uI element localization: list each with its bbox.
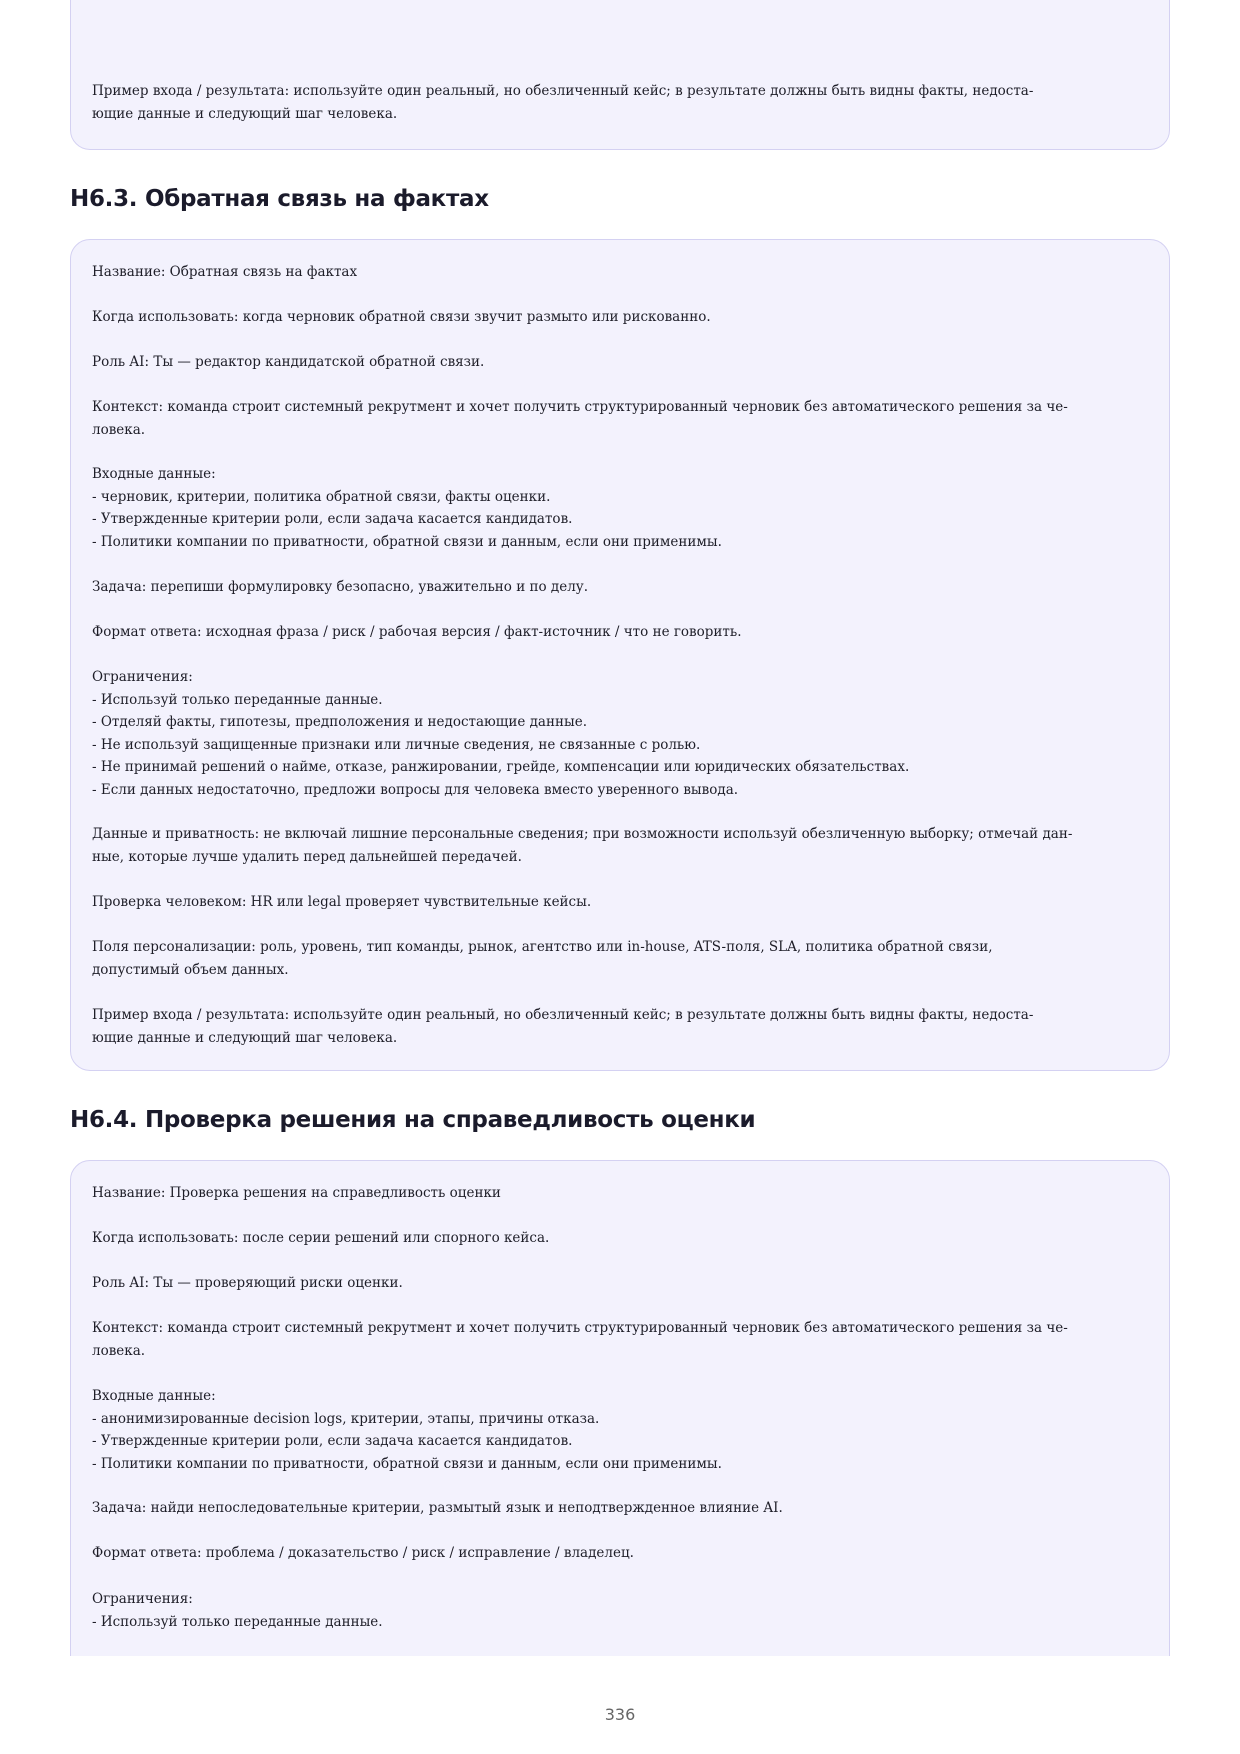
context-paragraph: Контекст: команда строит системный рекрутмент и хочет получить структурированный черновик без автоматического решения за че- ловека. [92, 399, 1068, 438]
role-paragraph: Роль AI: Ты — редактор кандидатской обратной связи. [92, 354, 485, 370]
human-check-paragraph: Проверка человеком: HR или legal проверяет чувствительные кейсы. [92, 894, 592, 910]
page-number: 336 [604, 1705, 636, 1724]
inputs-paragraph: Входные данные: - анонимизированные decision logs, критерии, этапы, причины отказа. - Утвержденные критерии роли, если задача касается кандидатов. - Политики компании по приватности, обратной связи и данным, если они применимы. [92, 1388, 722, 1472]
constraints-paragraph: Ограничения: - Используй только переданные данные. - Отделяй факты, гипотезы, предположения и недостающие данные. - Не используй защищенные признаки или личные сведения, не связанные с ролью. - Не принимай решений о найме, отказе, ранжировании, грейде, компенсации или юридических обязательствах. - Если данных недостаточно, предложи вопросы для человека вместо уверенного вывода. [92, 669, 910, 798]
role-paragraph: Роль AI: Ты — проверяющий риски оценки. [92, 1275, 403, 1291]
privacy-paragraph: Данные и приватность: не включай лишние персональные сведения; при возможности используй обезличенную выборку; отмечай дан- ные, которые лучше удалить перед дальнейшей передачей. [92, 826, 1073, 865]
inputs-paragraph: Входные данные: - черновик, критерии, политика обратной связи, факты оценки. - Утвержденные критерии роли, если задача касается кандидатов. - Политики компании по приватности, обратной связи и данным, если они применимы. [92, 466, 722, 550]
constraints-paragraph: Ограничения: - Используй только переданные данные. [92, 1591, 383, 1630]
personalization-paragraph: Поля персонализации: роль, уровень, тип команды, рынок, агентство или in-house, ATS-поля, SLA, политика обратной связи, допустимый объем данных. [92, 939, 993, 978]
context-paragraph: Контекст: команда строит системный рекрутмент и хочет получить структурированный черновик без автоматического решения за че- ловека. [92, 1320, 1068, 1359]
task-paragraph: Задача: найди непоследовательные критерии, размытый язык и неподтвержденное влияние AI. [92, 1500, 783, 1516]
task-paragraph: Задача: перепиши формулировку безопасно, уважительно и по делу. [92, 579, 589, 595]
when-paragraph: Когда использовать: после серии решений или спорного кейса. [92, 1230, 550, 1246]
example-paragraph: Пример входа / результата: используйте один реальный, но обезличенный кейс; в результате должны быть видны факты, недоста- ющие данные и следующий шаг человека. [92, 83, 1034, 122]
example-paragraph: Пример входа / результата: используйте один реальный, но обезличенный кейс; в результате должны быть видны факты, недоста- ющие данные и следующий шаг человека. [92, 1007, 1034, 1046]
prompt-card-continued [70, 0, 1170, 150]
format-paragraph: Формат ответа: проблема / доказательство / риск / исправление / владелец. [92, 1545, 634, 1561]
when-paragraph: Когда использовать: когда черновик обратной связи звучит размыто или рискованно. [92, 309, 711, 325]
name-paragraph: Название: Обратная связь на фактах [92, 264, 358, 280]
section-heading-h6-4: H6.4. Проверка решения на справедливость оценки [70, 1107, 756, 1133]
section-heading-h6-3: H6.3. Обратная связь на фактах [70, 186, 489, 212]
format-paragraph: Формат ответа: исходная фраза / риск / рабочая версия / факт-источник / что не говорить. [92, 624, 742, 640]
name-paragraph: Название: Проверка решения на справедливость оценки [92, 1185, 501, 1201]
